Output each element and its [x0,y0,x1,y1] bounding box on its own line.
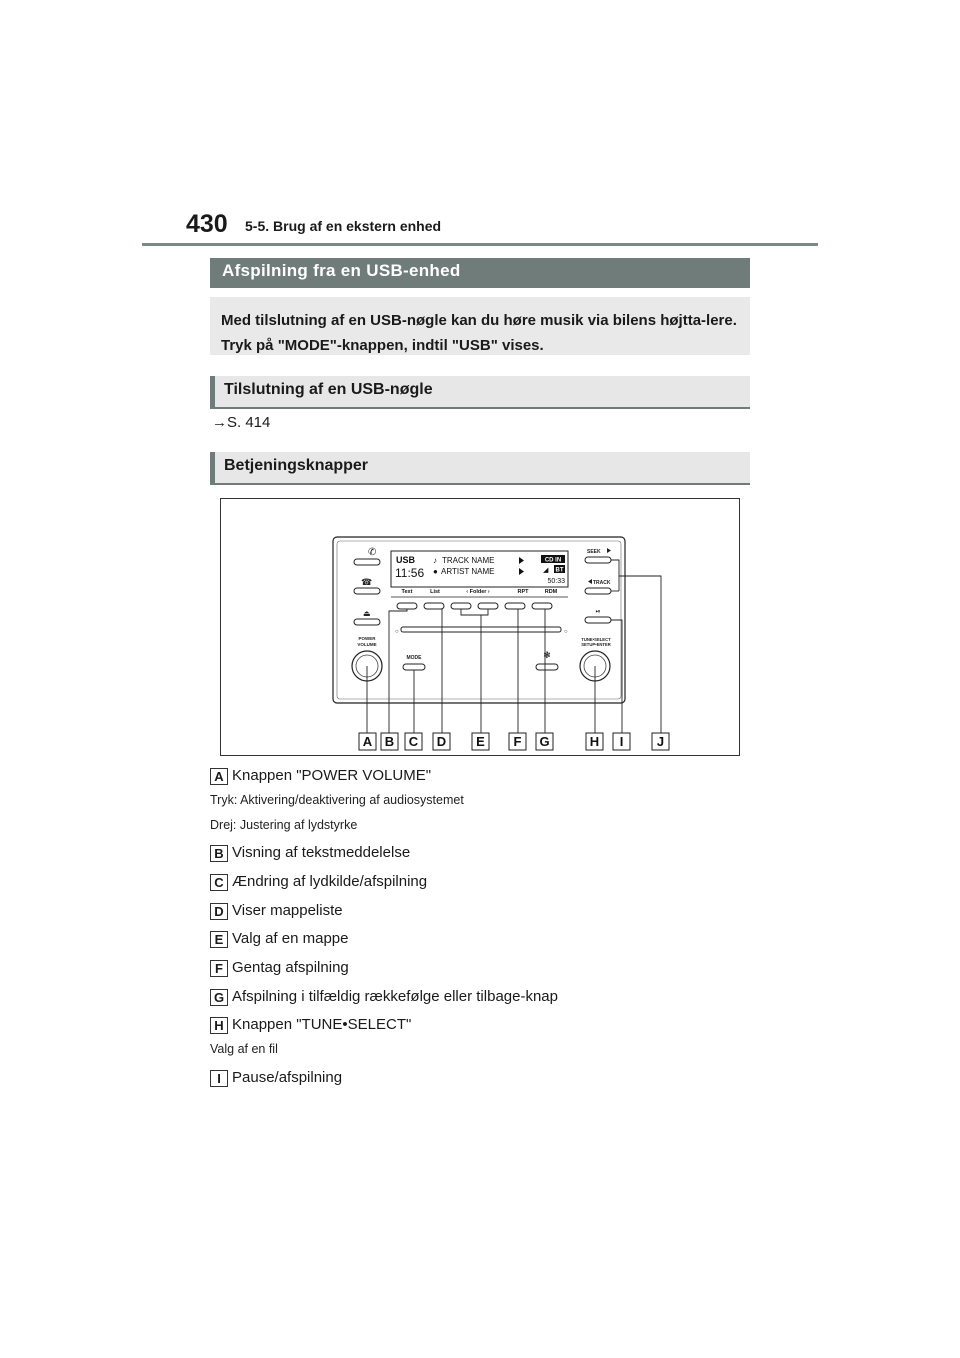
item-b-badge: B [210,845,228,862]
slot-right-mark: ○ [564,629,568,635]
item-a-sub-1: Tryk: Aktivering/deaktivering af audiosystemet [210,793,464,807]
item-i-badge: I [210,1070,228,1087]
fan-icon: ❃ [543,650,551,660]
softkey-label: RPT [517,589,529,595]
tune-select-label-2: SETUP•ENTER [581,642,611,647]
item-h-badge: H [210,1017,228,1034]
softkey-rpt-button [505,603,525,609]
softkey-list-button [424,603,444,609]
callout-e: E [476,734,485,749]
callout-a: A [362,734,373,749]
display-track: TRACK NAME [442,556,495,565]
subheading-controls-title: Betjeningsknapper [224,457,369,474]
power-volume-label-2: VOLUME [357,642,377,647]
callout-b: B [384,734,395,749]
display-clock: 11:56 [395,566,425,580]
header-rule [142,243,818,246]
callout-h: H [589,734,600,749]
track-icon [588,579,592,584]
softkey-rdm-button [532,603,552,609]
page-reference-text: S. 414 [227,414,271,431]
display-source: USB [396,555,416,565]
callout-j: J [656,734,665,749]
item-f-label: Gentag afspilning [232,959,349,976]
item-i-label: Pause/afspilning [232,1069,343,1086]
music-note-icon: ♪ [433,556,437,565]
softkey-folder-prev-button [451,603,471,609]
item-f-badge: F [210,960,228,977]
power-volume-label-1: POWER [358,636,376,641]
softkey-label: Text [401,589,413,595]
item-e-label: Valg af en mappe [232,930,349,947]
hangup-button [354,588,380,594]
callout-d: D [436,734,447,749]
tune-select-label-1: TUNE•SELECT [581,637,611,642]
callout-c: C [408,734,419,749]
callout-boxes [359,733,669,750]
breadcrumb: 5-5. Brug af en ekstern enhed [245,218,442,234]
arrow-right-icon: → [212,414,227,431]
audio-panel-illustration [221,499,739,755]
track-label: TRACK [593,580,611,586]
track-button [585,588,611,594]
softkey-label: List [430,589,440,595]
item-h-sub-1: Valg af en fil [210,1042,278,1056]
person-icon: ● [433,567,438,576]
play-pause-button [585,617,611,623]
item-d-label: Viser mappeliste [232,902,343,919]
slot-left-mark: ○ [395,629,399,635]
play-artist-icon [519,568,524,575]
intro-box [210,297,750,355]
display-bt: BT [555,567,564,574]
display-cd-in: CD IN [544,557,562,564]
item-c-badge: C [210,874,228,891]
seek-button [585,557,611,563]
item-d-badge: D [210,903,228,920]
section-title: Afspilning fra en USB-enhed [222,261,461,280]
item-b-label: Visning af tekstmeddelelse [232,844,411,861]
phone-icon [368,547,376,558]
callout-leaders [367,557,661,733]
svg-text:✆: ✆ [368,547,377,558]
callout-f: F [513,734,522,749]
back-button [536,664,558,670]
subheading-connect-title: Tilslutning af en USB-nøgle [224,381,433,398]
intro-text: Med tilslutning af en USB-nøgle kan du høre musik via bilens højtta-lere. Tryk på "MODE"-knappen, indtil "USB" vises. [221,312,737,354]
item-a-badge: A [210,768,228,785]
phone-button [354,559,380,565]
eject-icon: ⏏ [363,609,371,618]
item-e-badge: E [210,931,228,948]
softkey-label: ‹ Folder › [466,589,490,595]
audio-panel-figure [220,498,740,756]
display-artist: ARTIST NAME [441,567,495,576]
hangup-icon: ☎ [361,577,373,587]
seek-label: SEEK [587,549,601,555]
item-g-badge: G [210,989,228,1006]
item-a-sub-2: Drej: Justering af lydstyrke [210,818,358,832]
item-c-label: Ændring af lydkilde/afspilning [232,873,428,890]
display-elapsed: 50:33 [547,578,565,585]
softkey-label: RDM [544,589,558,595]
section-title-bar [210,258,750,288]
page-number: 430 [186,210,228,238]
item-h-label: Knappen "TUNE•SELECT" [232,1016,412,1033]
mode-label: MODE [406,655,422,661]
softkey-folder-next-button [478,603,498,609]
softkey-text-button [397,603,417,609]
callout-g: G [539,734,550,749]
subheading-controls [210,452,750,485]
item-g-label: Afspilning i tilfældig rækkefølge eller tilbage-knap [232,988,558,1005]
eject-button [354,619,380,625]
signal-icon: ◢ [543,567,549,574]
play-track-icon [519,557,524,564]
mode-button [403,664,425,670]
page-reference[interactable] [212,414,270,431]
subheading-connect [210,376,750,409]
play-pause-icon: ⏯ [595,609,601,615]
callout-i: I [619,734,624,749]
seek-icon [607,548,611,553]
item-a-label: Knappen "POWER VOLUME" [232,767,432,784]
